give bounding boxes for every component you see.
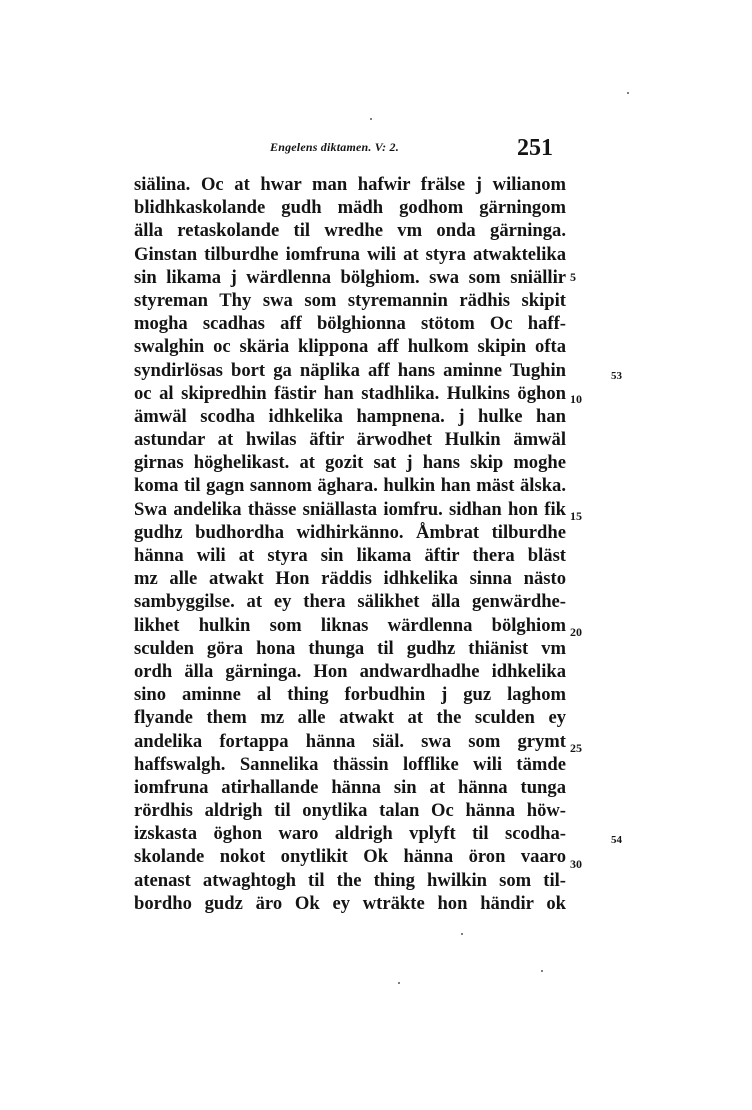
text-line: swalghin oc skäria klippona aff hulkom skipin ofta	[134, 336, 566, 358]
text-line: ämwäl scodha idhkelika hampnena. j hulke han	[134, 405, 566, 427]
line-number: 25	[570, 741, 582, 755]
ink-speck	[541, 970, 543, 972]
ink-speck	[627, 92, 629, 94]
folio-number: 53	[611, 370, 622, 382]
text-line: andelika fortappa hänna siäl. swa som grymt	[134, 730, 566, 752]
folio-number: 54	[611, 834, 622, 846]
body-text	[134, 173, 566, 915]
text-line: iomfruna atirhallande hänna sin at hänna tunga	[134, 776, 566, 798]
text-line: atenast atwaghtogh til the thing hwilkin som til-	[134, 869, 566, 891]
text-line: sculden göra hona thunga til gudhz thiänist vm	[134, 637, 566, 659]
text-line: astundar at hwilas äftir ärwodhet Hulkin ämwäl	[134, 429, 566, 451]
text-line: bordho gudz äro Ok ey wträkte hon händir ok	[134, 892, 566, 914]
text-line: sambyggilse. at ey thera sälikhet älla genwärdhe-	[134, 591, 566, 613]
running-head: Engelens diktamen. V: 2.	[270, 140, 399, 154]
text-line: skolande nokot onytlikit Ok hänna öron vaaro	[134, 846, 566, 868]
text-line: izskasta öghon waro aldrigh vplyft til scodha-	[134, 823, 566, 845]
line-number: 5	[570, 270, 576, 284]
text-line: likhet hulkin som liknas wärdlenna bölghiom	[134, 614, 566, 636]
ink-speck	[461, 933, 463, 935]
text-line: gudhz budhordha widhirkänno. Åmbrat tilburdhe	[134, 521, 566, 543]
text-line: älla retaskolande til wredhe vm onda gärninga.	[134, 220, 566, 242]
line-number: 20	[570, 625, 582, 639]
ink-speck	[370, 118, 372, 120]
text-line: koma til gagn sannom äghara. hulkin han mäst älska.	[134, 475, 566, 497]
text-line: sino aminne al thing forbudhin j guz laghom	[134, 684, 566, 706]
text-line: mogha scadhas aff bölghionna stötom Oc haff-	[134, 313, 566, 335]
text-line: flyande them mz alle atwakt at the sculden ey	[134, 707, 566, 729]
line-number: 30	[570, 857, 582, 871]
text-line: blidhkaskolande gudh mädh godhom gärningom	[134, 197, 566, 219]
text-line: Swa andelika thässe sniällasta iomfru. sidhan hon fik	[134, 498, 566, 520]
line-number: 10	[570, 392, 582, 406]
page-number: 251	[517, 135, 553, 161]
text-line: styreman Thy swa som styremannin rädhis skipit	[134, 289, 566, 311]
text-line: haffswalgh. Sannelika thässin lofflike wili tämde	[134, 753, 566, 775]
line-number: 15	[570, 509, 582, 523]
text-line: girnas höghelikast. at gozit sat j hans skip moghe	[134, 452, 566, 474]
text-line: rördhis aldrigh til onytlika talan Oc hänna höw-	[134, 800, 566, 822]
text-line: siälina. Oc at hwar man hafwir frälse j wilianom	[134, 174, 566, 195]
text-line: ordh älla gärninga. Hon andwardhadhe idhkelika	[134, 660, 566, 682]
ink-speck	[398, 982, 400, 984]
text-line: syndirlösas bort ga näplika aff hans aminne Tughin	[134, 359, 566, 381]
text-line: hänna wili at styra sin likama äftir thera bläst	[134, 545, 566, 566]
text-line: mz alle atwakt Hon räddis idhkelika sinna nästo	[134, 568, 566, 590]
text-line: Ginstan tilburdhe iomfruna wili at styra atwaktelika	[134, 243, 566, 265]
text-line: oc al skipredhin fästir han stadhlika. Hulkins öghon	[134, 382, 566, 404]
text-line: sin likama j wärdlenna bölghiom. swa som sniällir	[134, 266, 566, 288]
